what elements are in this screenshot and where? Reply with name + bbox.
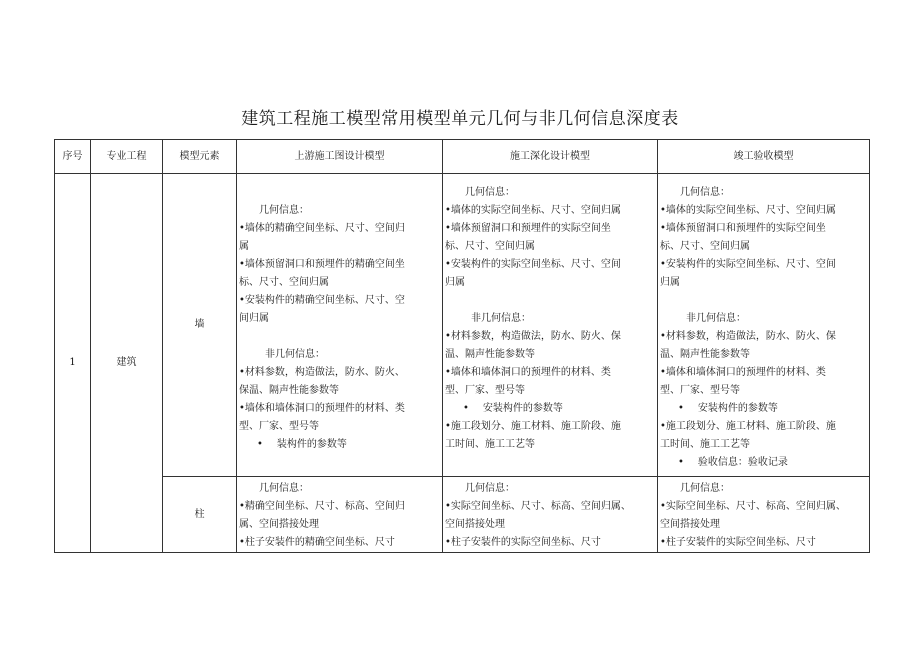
- geo-line: •安装构件的实际空间坐标、尺寸、空间: [445, 259, 621, 270]
- geo-line: 标、尺寸、空间归属: [660, 241, 750, 252]
- bullet-dot: •: [678, 457, 684, 468]
- header-discipline: 专业工程: [91, 140, 163, 174]
- non-geo-line: •材料参数，构造做法，防水、防火、: [239, 367, 405, 378]
- completion-cell: [658, 477, 870, 553]
- non-geo-title: 非几何信息：: [265, 349, 325, 360]
- non-geo-line: •材料参数，构造做法，防水、防火、保: [445, 331, 621, 342]
- geo-title: 几何信息：: [259, 205, 309, 216]
- geo-line: •实际空间坐标、尺寸、标高、空间归属、: [660, 501, 846, 512]
- header-row: [55, 140, 870, 174]
- geo-line: •墙体的实际空间坐标、尺寸、空间归属: [660, 205, 836, 216]
- geo-line: •墙体的实际空间坐标、尺寸、空间归属: [445, 205, 621, 216]
- non-geo-line: 型、厂家、型号等: [660, 385, 740, 396]
- geo-line: •墙体预留洞口和预埋件的精确空间坐: [239, 259, 405, 270]
- table-row: [55, 174, 870, 477]
- depth-table: [54, 139, 870, 553]
- element-cell: 墙: [163, 174, 237, 477]
- geo-line: •墙体的精确空间坐标、尺寸、空间归: [239, 223, 405, 234]
- bullet-text: 安装构件的参数等: [697, 403, 778, 414]
- geo-title: 几何信息：: [680, 483, 730, 494]
- bullet-line: [660, 454, 866, 472]
- non-geo-line: 型、厂家、型号等: [445, 385, 525, 396]
- geo-line: •安装构件的实际空间坐标、尺寸、空间: [660, 259, 836, 270]
- document-title: 建筑工程施工模型常用模型单元几何与非几何信息深度表: [241, 109, 679, 129]
- bullet-text: 装构件的参数等: [276, 439, 347, 450]
- completion-cell: [658, 174, 870, 477]
- non-geo-title: 非几何信息：: [471, 313, 531, 324]
- geo-line: 空间搭接处理: [660, 519, 720, 530]
- geo-line: •墙体预留洞口和预埋件的实际空间坐: [660, 223, 826, 234]
- geo-title: 几何信息：: [259, 483, 309, 494]
- upstream-cell: [237, 477, 443, 553]
- geo-line: •柱子安装件的实际空间坐标、尺寸: [660, 537, 816, 548]
- geo-line: 间归属: [239, 313, 269, 324]
- geo-line: •实际空间坐标、尺寸、标高、空间归属、: [445, 501, 631, 512]
- bullet-dot: •: [678, 403, 684, 414]
- bullet-dot: •: [257, 439, 263, 450]
- geo-line: •精确空间坐标、尺寸、标高、空间归: [239, 501, 405, 512]
- geo-line: 属: [239, 241, 249, 252]
- non-geo-line: 温、隔声性能参数等: [660, 349, 750, 360]
- header-upstream: 上游施工图设计模型: [237, 140, 443, 174]
- header-seq: 序号: [55, 140, 91, 174]
- extra-line: 工时间、施工工艺等: [660, 439, 750, 450]
- extra-line: •施工段划分、施工材料、施工阶段、施: [660, 421, 836, 432]
- header-element: 模型元素: [163, 140, 237, 174]
- non-geo-line: •材料参数，构造做法，防水、防火、保: [660, 331, 836, 342]
- non-geo-line: •墙体和墙体洞口的预埋件的材料、类: [660, 367, 826, 378]
- non-geo-title: 非几何信息：: [686, 313, 746, 324]
- header-completion: 竣工验收模型: [658, 140, 870, 174]
- header-deepening: 施工深化设计模型: [443, 140, 658, 174]
- geo-line: 归属: [660, 277, 680, 288]
- extra-line: 工时间、施工工艺等: [445, 439, 535, 450]
- bullet-text: 验收信息：验收记录: [697, 457, 788, 468]
- geo-title: 几何信息：: [465, 483, 515, 494]
- bullet-line: [660, 400, 866, 418]
- geo-line: 空间搭接处理: [445, 519, 505, 530]
- geo-line: 归属: [445, 277, 465, 288]
- geo-line: 属、空间搭接处理: [239, 519, 319, 530]
- discipline-cell: 建筑: [91, 174, 163, 553]
- bullet-line: [239, 436, 439, 454]
- geo-line: •柱子安装件的精确空间坐标、尺寸: [239, 537, 395, 548]
- geo-line: •墙体预留洞口和预埋件的实际空间坐: [445, 223, 611, 234]
- geo-title: 几何信息：: [465, 187, 515, 198]
- geo-line: •安装构件的精确空间坐标、尺寸、空: [239, 295, 405, 306]
- deepening-cell: [443, 477, 658, 553]
- seq-cell: 1: [55, 174, 91, 553]
- bullet-dot: •: [463, 403, 469, 414]
- non-geo-line: •墙体和墙体洞口的预埋件的材料、类: [239, 403, 405, 414]
- bullet-text: 安装构件的参数等: [482, 403, 563, 414]
- geo-line: 标、尺寸、空间归属: [239, 277, 329, 288]
- geo-title: 几何信息：: [680, 187, 730, 198]
- non-geo-line: 型、厂家、型号等: [239, 421, 319, 432]
- extra-line: •施工段划分、施工材料、施工阶段、施: [445, 421, 621, 432]
- deepening-cell: [443, 174, 658, 477]
- geo-line: 标、尺寸、空间归属: [445, 241, 535, 252]
- non-geo-line: 保温、隔声性能参数等: [239, 385, 339, 396]
- upstream-cell: [237, 174, 443, 477]
- non-geo-line: 温、隔声性能参数等: [445, 349, 535, 360]
- bullet-line: [445, 400, 654, 418]
- non-geo-line: •墙体和墙体洞口的预埋件的材料、类: [445, 367, 611, 378]
- element-cell: 柱: [163, 477, 237, 553]
- table-row: [55, 477, 870, 553]
- geo-line: •柱子安装件的实际空间坐标、尺寸: [445, 537, 601, 548]
